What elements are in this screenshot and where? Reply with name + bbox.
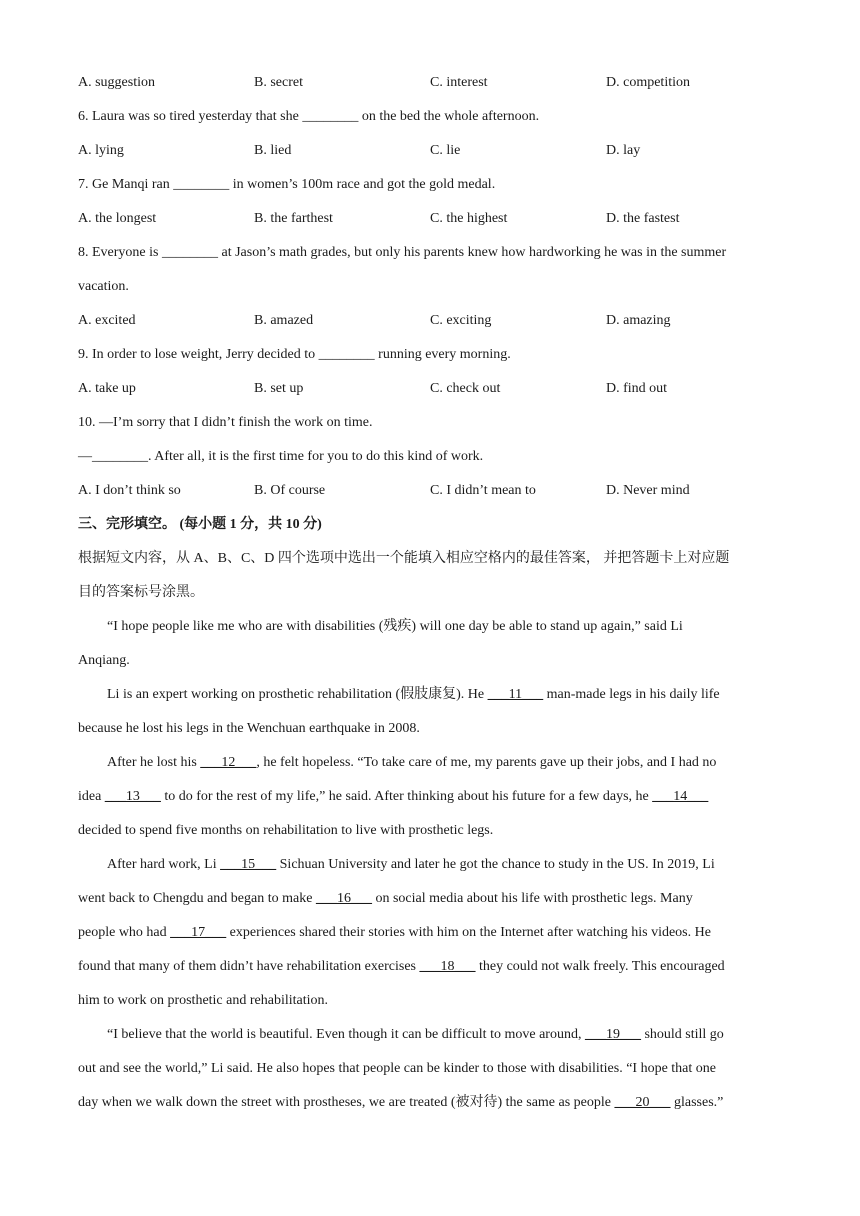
section-3-instruction-line2: 目的答案标号涂黑。 bbox=[78, 585, 204, 600]
blank-16: ___16___ bbox=[315, 891, 372, 906]
blank-20: ___20___ bbox=[614, 1095, 671, 1110]
q9-option-d: D. find out bbox=[606, 381, 668, 396]
passage-text: found that many of them didn’t have rehabilitation exercises bbox=[78, 959, 420, 974]
blank-15: ___15___ bbox=[220, 857, 277, 872]
passage-text: on social media about his life with prosthetic legs. Many bbox=[371, 891, 693, 906]
passage-text: to do for the rest of my life,” he said. After thinking about his future for a few days, he bbox=[160, 789, 653, 804]
section-3-title: 三、完形填空。 (每小题 1 分，共 10 分) bbox=[78, 517, 322, 532]
q8-options bbox=[78, 308, 790, 342]
q10-option-b: B. Of course bbox=[254, 483, 326, 498]
q7-option-d: D. the fastest bbox=[606, 211, 680, 226]
q10-option-c: C. I didn’t mean to bbox=[430, 483, 536, 498]
q7-options bbox=[78, 206, 790, 240]
passage-p5-line2: out and see the world,” Li said. He also hopes that people can be kinder to those with disabilities. “I hope that one bbox=[78, 1061, 716, 1076]
passage-p4-line5: him to work on prosthetic and rehabilitation. bbox=[78, 993, 329, 1008]
q8-option-a: A. excited bbox=[78, 313, 136, 328]
passage-p4-line1 bbox=[78, 852, 790, 886]
q6-option-a: A. lying bbox=[78, 143, 124, 158]
blank-12: ___12___ bbox=[200, 755, 257, 770]
passage-p1-line2: Anqiang. bbox=[78, 653, 130, 668]
q9-option-a: A. take up bbox=[78, 381, 136, 396]
blank-19: ___19___ bbox=[584, 1027, 641, 1042]
q5-option-b: B. secret bbox=[254, 75, 303, 90]
exam-page bbox=[78, 70, 790, 1124]
q8-text-line1: 8. Everyone is ________ at Jason’s math grades, but only his parents knew how hardworking he was in the summer bbox=[78, 245, 727, 260]
passage-text: they could not walk freely. This encouraged bbox=[475, 959, 725, 974]
q5-options bbox=[78, 70, 790, 104]
passage-p5-line3 bbox=[78, 1090, 790, 1124]
passage-text: people who had bbox=[78, 925, 171, 940]
passage-p2-line1 bbox=[78, 682, 790, 716]
q6-option-d: D. lay bbox=[606, 143, 641, 158]
q7-option-c: C. the highest bbox=[430, 211, 508, 226]
q6-option-c: C. lie bbox=[430, 143, 461, 158]
passage-p3-line2 bbox=[78, 784, 790, 818]
q7-text: 7. Ge Manqi ran ________ in women’s 100m race and got the gold medal. bbox=[78, 177, 496, 192]
q8-option-d: D. amazing bbox=[606, 313, 671, 328]
q9-options bbox=[78, 376, 790, 410]
passage-text: Sichuan University and later he got the chance to study in the US. In 2019, Li bbox=[276, 857, 715, 872]
passage-text: After hard work, Li bbox=[107, 857, 221, 872]
passage-p1-line1: “I hope people like me who are with disabilities (残疾) will one day be able to stand up again,” said Li bbox=[107, 619, 683, 634]
q8-option-c: C. exciting bbox=[430, 313, 492, 328]
q5-option-d: D. competition bbox=[606, 75, 690, 90]
q7-option-a: A. the longest bbox=[78, 211, 157, 226]
q10-options bbox=[78, 478, 790, 512]
passage-p4-line3 bbox=[78, 920, 790, 954]
passage-text: , he felt hopeless. “To take care of me, my parents gave up their jobs, and I had no bbox=[256, 755, 717, 770]
q8-text-line2: vacation. bbox=[78, 279, 129, 294]
q6-text: 6. Laura was so tired yesterday that she ________ on the bed the whole afternoon. bbox=[78, 109, 540, 124]
q10-text-line1: 10. —I’m sorry that I didn’t finish the work on time. bbox=[78, 415, 373, 430]
passage-text: glasses.” bbox=[670, 1095, 724, 1110]
passage-text: idea bbox=[78, 789, 105, 804]
q10-option-d: D. Never mind bbox=[606, 483, 690, 498]
passage-p3-line1 bbox=[78, 750, 790, 784]
q6-option-b: B. lied bbox=[254, 143, 292, 158]
passage-text: went back to Chengdu and began to make bbox=[78, 891, 316, 906]
passage-text: man-made legs in his daily life bbox=[543, 687, 720, 702]
q9-option-b: B. set up bbox=[254, 381, 304, 396]
section-3-instruction-line1: 根据短文内容，从 A、B、C、D 四个选项中选出一个能填入相应空格内的最佳答案， 并把答题卡上对应题 bbox=[78, 551, 730, 566]
q10-text-line2: —________. After all, it is the first time for you to do this kind of work. bbox=[78, 449, 484, 464]
passage-p2-line2: because he lost his legs in the Wenchuan earthquake in 2008. bbox=[78, 721, 420, 736]
passage-text: “I believe that the world is beautiful. Even though it can be difficult to move around, bbox=[107, 1027, 585, 1042]
q9-option-c: C. check out bbox=[430, 381, 501, 396]
passage-p4-line2 bbox=[78, 886, 790, 920]
q8-option-b: B. amazed bbox=[254, 313, 314, 328]
blank-11: ___11___ bbox=[487, 687, 544, 702]
blank-14: ___14___ bbox=[652, 789, 709, 804]
q5-option-c: C. interest bbox=[430, 75, 488, 90]
passage-p4-line4 bbox=[78, 954, 790, 988]
passage-text: should still go bbox=[640, 1027, 724, 1042]
q10-option-a: A. I don’t think so bbox=[78, 483, 181, 498]
passage-p5-line1 bbox=[78, 1022, 790, 1056]
q5-option-a: A. suggestion bbox=[78, 75, 155, 90]
q7-option-b: B. the farthest bbox=[254, 211, 333, 226]
passage-text: day when we walk down the street with prostheses, we are treated (被对待) the same as people bbox=[78, 1095, 615, 1110]
q6-options bbox=[78, 138, 790, 172]
passage-text: Li is an expert working on prosthetic rehabilitation (假肢康复). He bbox=[107, 687, 488, 702]
passage-text: After he lost his bbox=[107, 755, 201, 770]
blank-17: ___17___ bbox=[170, 925, 227, 940]
blank-13: ___13___ bbox=[104, 789, 161, 804]
passage-p3-line3: decided to spend five months on rehabilitation to live with prosthetic legs. bbox=[78, 823, 494, 838]
q9-text: 9. In order to lose weight, Jerry decided to ________ running every morning. bbox=[78, 347, 511, 362]
passage-text: experiences shared their stories with him on the Internet after watching his videos. He bbox=[226, 925, 711, 940]
blank-18: ___18___ bbox=[419, 959, 476, 974]
